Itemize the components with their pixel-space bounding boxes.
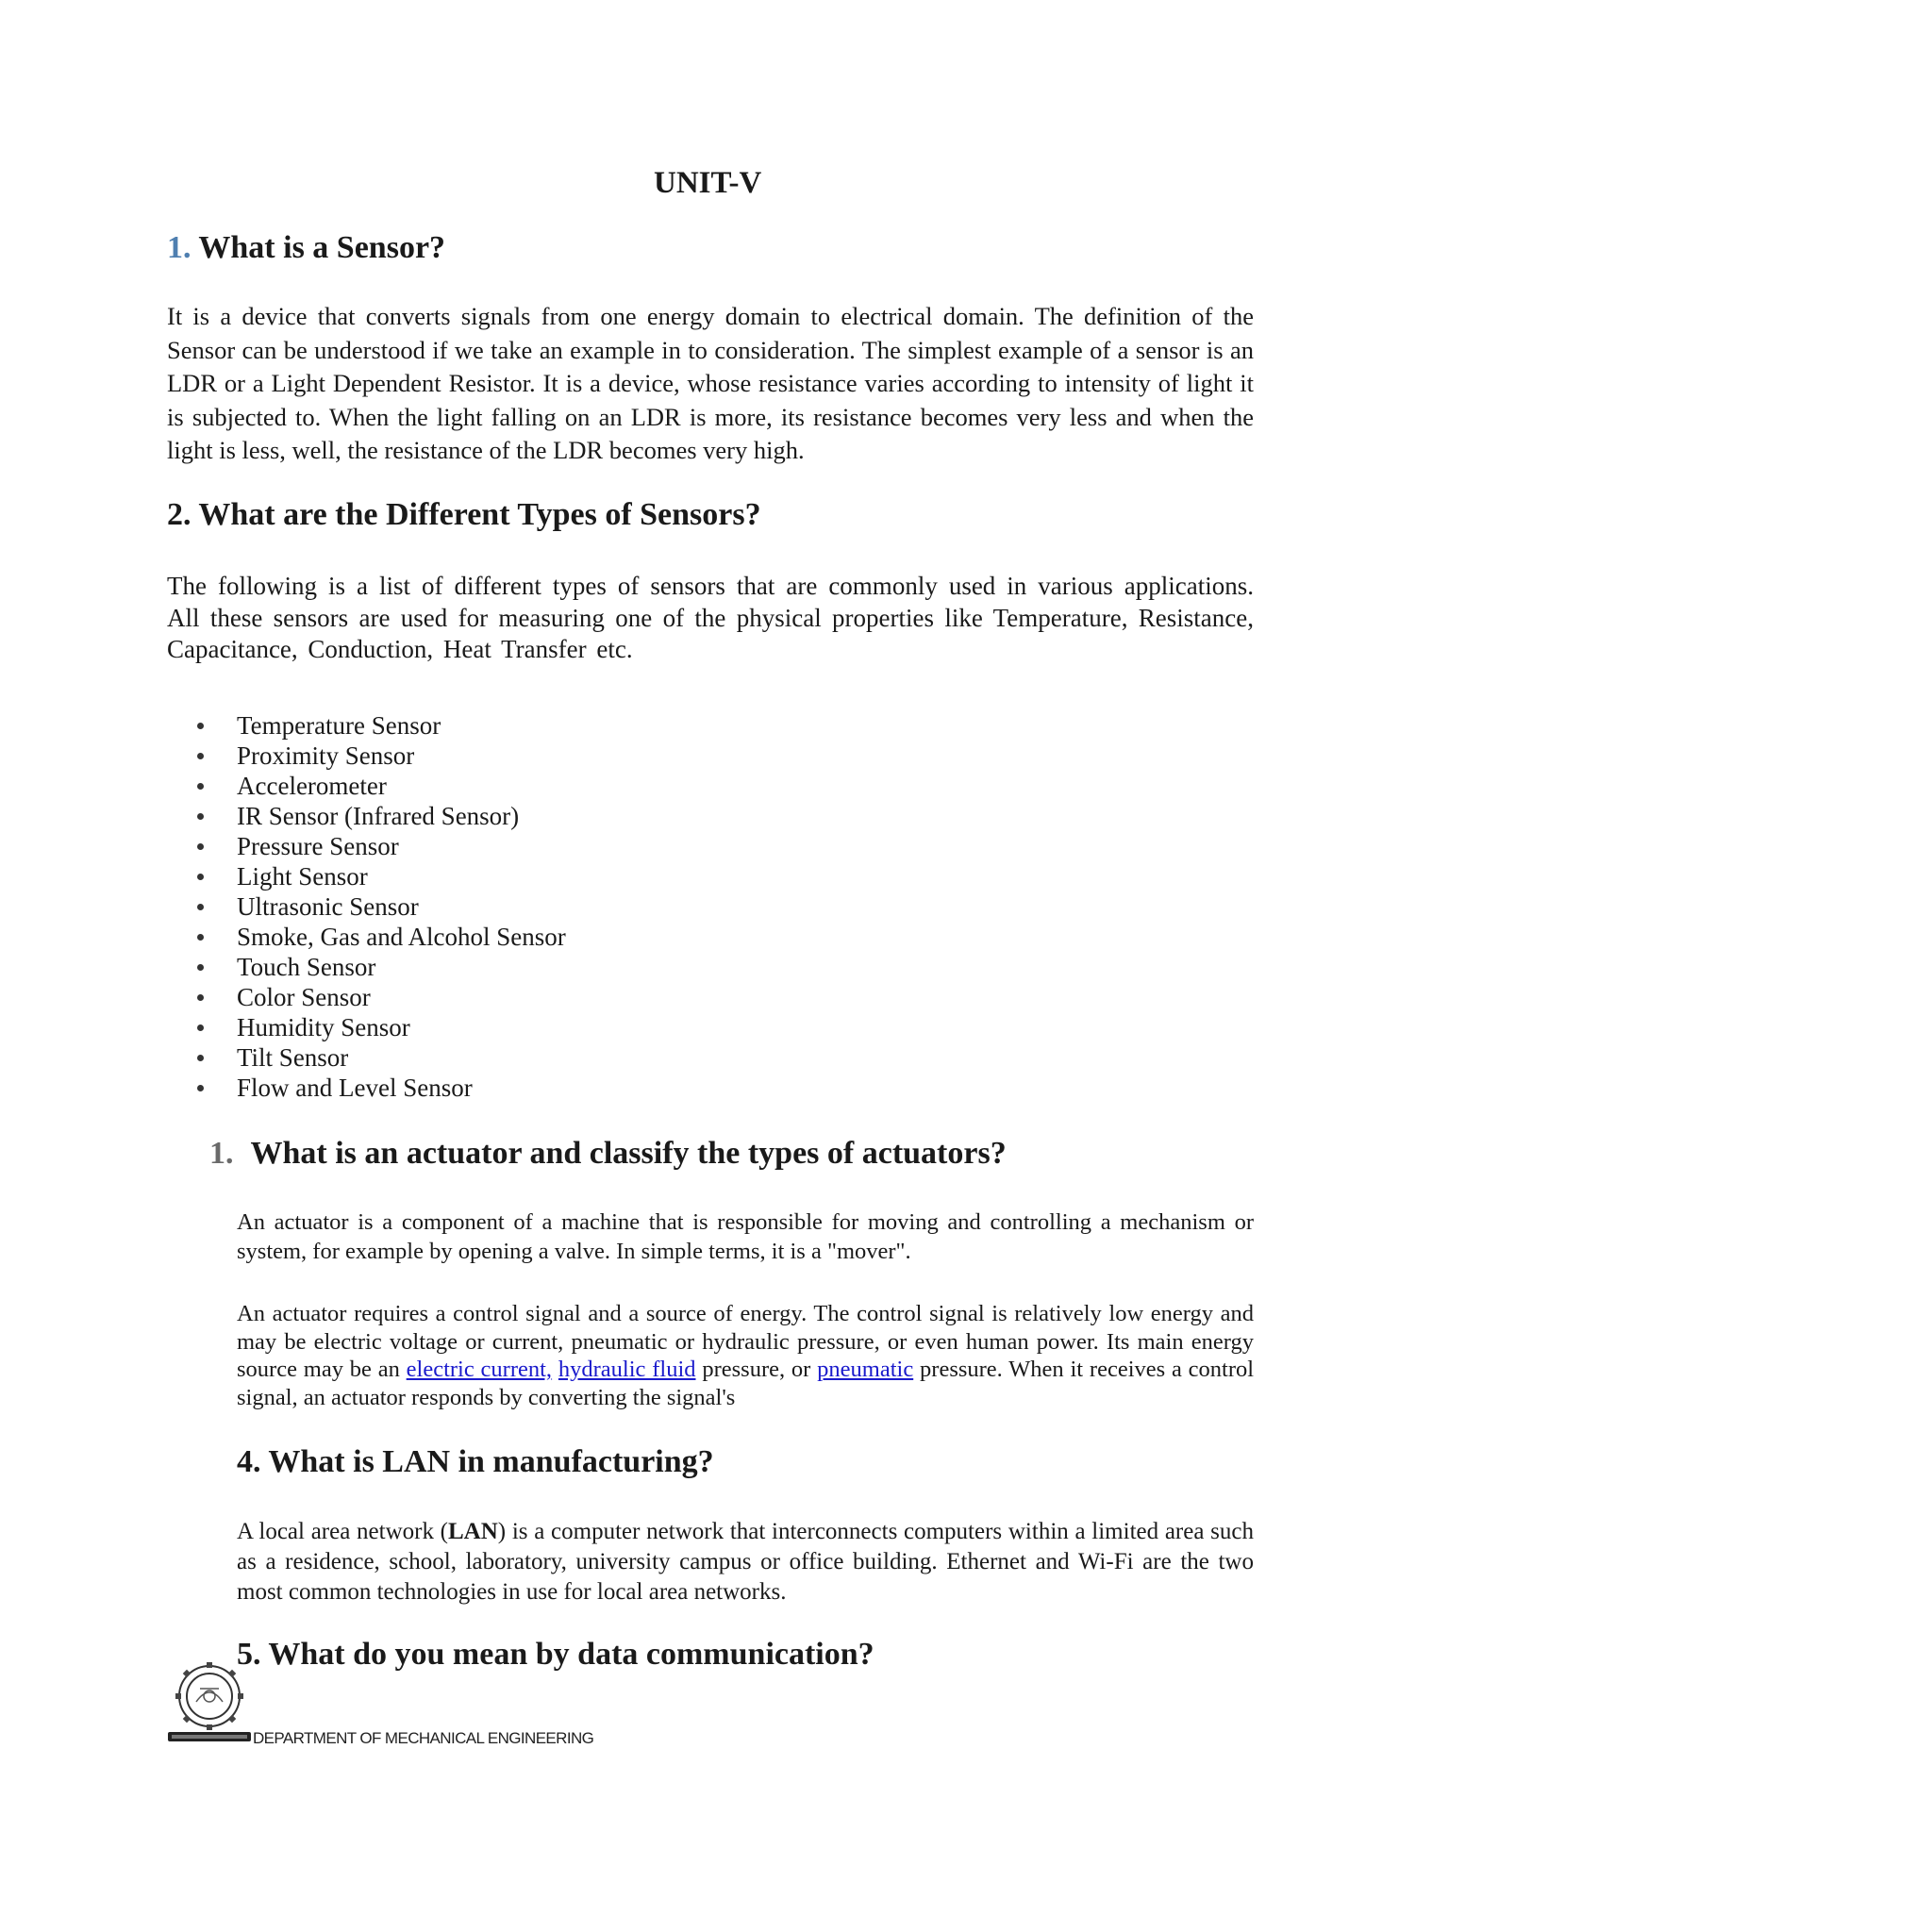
page-footer [168,1660,658,1745]
sensor-list-item [237,982,566,1012]
question-2-heading: 2. What are the Different Types of Sensors? [167,497,761,532]
bullet-icon [197,1024,204,1031]
sensor-list-item-label: Touch Sensor [237,953,376,981]
actuator-energy-paragraph [237,1300,1254,1411]
bullet-icon [197,874,204,880]
sensor-list-item [237,831,566,861]
sensor-list-item-label: Temperature Sensor [237,711,441,740]
sensor-list-item [237,1073,566,1103]
bullet-icon [197,934,204,941]
lan-definition-paragraph [237,1517,1254,1607]
actuator-energy-text-c: pressure. When it receives a control signal, an actuator responds by converting the signal's [237,1357,1255,1410]
lan-bold-term: LAN [448,1519,498,1544]
question-1-number: 1. [167,230,192,265]
sensor-list-item [237,1012,566,1042]
sensor-list-item [237,891,566,922]
sensor-list-item-label: Accelerometer [237,772,387,800]
sensor-list-item [237,861,566,891]
question-5-heading: 5. What do you mean by data communication? [237,1637,874,1672]
sensor-list-item-label: Pressure Sensor [237,832,399,860]
lan-text-a: A local area network ( [237,1519,448,1544]
department-name: DEPARTMENT OF MECHANICAL ENGINEERING [253,1729,594,1747]
sensor-list-item [237,771,566,801]
bullet-icon [197,904,204,910]
sensor-list-item [237,952,566,982]
sensor-list-item-label: IR Sensor (Infrared Sensor) [237,802,520,830]
sensor-list-item [237,801,566,831]
question-4-heading: 4. What is LAN in manufacturing? [237,1444,714,1479]
sensor-list-item [237,710,566,741]
sensor-list-item-label: Light Sensor [237,862,368,891]
question-3-heading [209,1136,1007,1172]
sensor-types-intro-paragraph: The following is a list of different types of sensors that are commonly used in various applications. All these sensors are used for measuring one of the physical properties like Temperature, Resistance, Capacitance, Conduction, Heat Transfer etc. [167,572,1254,663]
bullet-icon [197,1085,204,1091]
unit-title: UNIT-V [654,166,762,200]
pneumatic-link[interactable]: pneumatic [817,1357,914,1382]
question-1-heading [167,230,445,266]
bullet-icon [197,723,204,729]
sensor-definition-paragraph: It is a device that converts signals from one energy domain to electrical domain. The definition of the Sensor can be understood if we take an example in to consideration. The simplest example of a sensor is an LDR or a Light Dependent Resistor. It is a device, whose resistance varies according to intensity of light it is subjected to. When the light falling on an LDR is more, its resistance becomes very less and when the light is less, well, the resistance of the LDR becomes very high. [167,302,1254,464]
sensor-list-item-label: Proximity Sensor [237,741,415,770]
actuator-energy-text-b: pressure, or [702,1357,818,1382]
sensor-list-item-label: Ultrasonic Sensor [237,892,419,921]
bullet-icon [197,1055,204,1061]
sensor-list-item-label: Tilt Sensor [237,1043,349,1072]
bullet-icon [197,994,204,1001]
bullet-icon [197,783,204,790]
sensor-list-item [237,1042,566,1073]
sensor-list-item [237,741,566,771]
bullet-icon [197,964,204,971]
actuator-energy-text-a: An actuator requires a control signal and a source of energy. The control signal is relatively low energy and may be electric voltage or current, pneumatic or hydraulic pressure, or even human power. Its main energy source may be an [237,1301,1254,1382]
electric-current-link[interactable]: electric current, [406,1357,553,1382]
sensor-type-list [237,710,566,1103]
bullet-icon [197,813,204,820]
question-3-title: What is an actuator and classify the types of actuators? [250,1136,1007,1171]
sensor-list-item [237,922,566,952]
bullet-icon [197,753,204,759]
sensor-list-item-label: Smoke, Gas and Alcohol Sensor [237,923,566,951]
question-3-number: 1. [209,1136,234,1171]
question-1-title: What is a Sensor? [198,230,446,265]
bullet-icon [197,843,204,850]
hydraulic-fluid-link[interactable]: hydraulic fluid [558,1357,696,1382]
lan-text-b: ) is a computer network that interconnects computers within a limited area such as a residence, school, laboratory, university campus or office building. Ethernet and Wi-Fi are the two most common technologies in use for local area networks. [237,1519,1254,1605]
actuator-definition-paragraph: An actuator is a component of a machine that is responsible for moving and controlling a mechanism or system, for example by opening a valve. In simple terms, it is a "mover". [237,1209,1254,1264]
sensor-list-item-label: Flow and Level Sensor [237,1074,473,1102]
sensor-list-item-label: Humidity Sensor [237,1013,410,1041]
sensor-list-item-label: Color Sensor [237,983,371,1011]
college-gear-emblem-icon [168,1660,255,1747]
